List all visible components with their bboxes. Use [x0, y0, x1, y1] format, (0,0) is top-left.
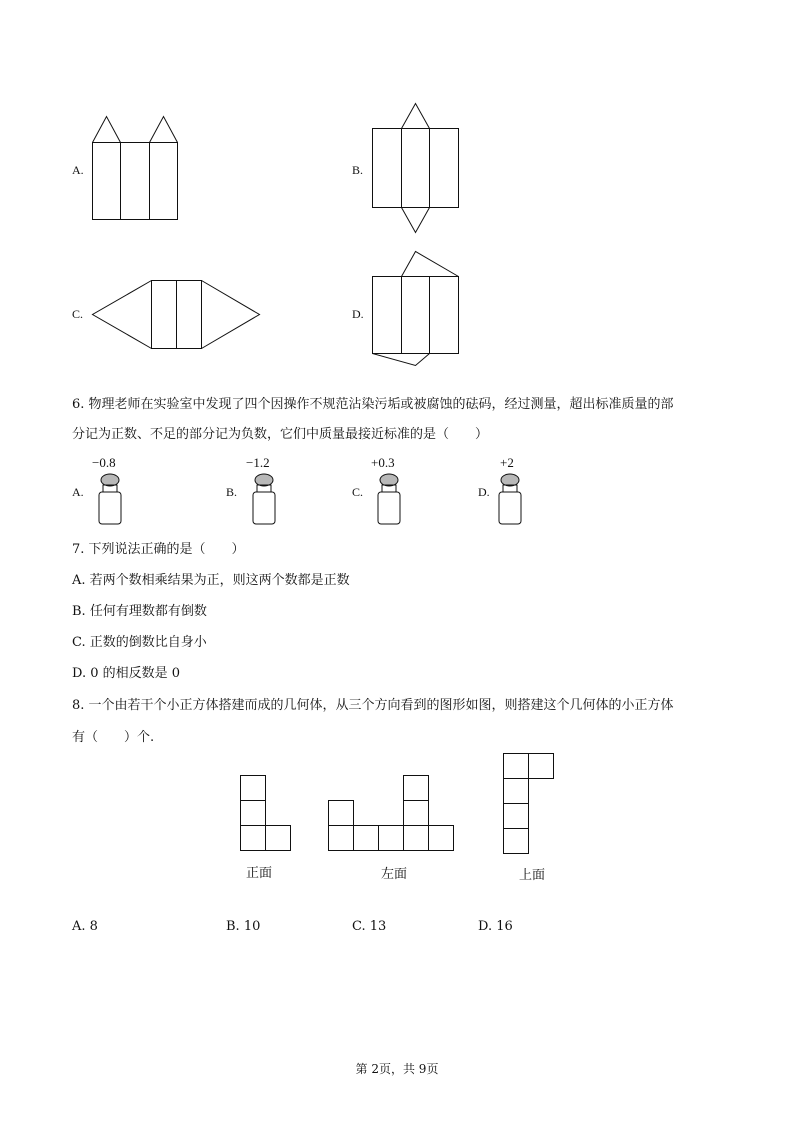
q8-top-view-figure [503, 753, 557, 857]
q6-option-a-label: A. [72, 485, 84, 499]
q7-option-b: B. 任何有理数都有倒数 [72, 604, 207, 619]
q5-option-c-figure [90, 279, 262, 351]
q8-option-c: C. 13 [352, 919, 387, 934]
q5-option-a-figure [92, 115, 182, 221]
q8-stem-line2: 有（ ）个. [72, 730, 155, 745]
q6-option-b-weight-icon [251, 472, 279, 528]
q6-stem-line2: 分记为正数、不足的部分记为负数，它们中质量最接近标准的是（ ） [72, 427, 489, 442]
q8-option-d: D. 16 [478, 919, 513, 934]
q6-option-c-weight-icon [376, 472, 404, 528]
q5-option-d-label: D. [352, 307, 364, 321]
page-footer: 第 2页，共 9页 [355, 1062, 439, 1076]
q6-option-d-value: +2 [500, 455, 514, 470]
q8-option-b: B. 10 [226, 919, 261, 934]
q8-front-view-figure [240, 775, 294, 853]
q6-stem-line1: 6. 物理老师在实验室中发现了四个因操作不规范沾染污垢或被腐蚀的砝码，经过测量，超出标准质量的部 [72, 397, 674, 412]
q6-option-d-label: D. [478, 485, 490, 499]
q8-front-view-label: 正面 [246, 866, 273, 881]
q6-option-a-value: −0.8 [92, 455, 116, 470]
q6-option-c-value: +0.3 [371, 455, 395, 470]
q6-option-c-label: C. [352, 485, 364, 499]
q6-option-b-label: B. [226, 485, 238, 499]
q7-stem: 7. 下列说法正确的是（ ） [72, 542, 245, 557]
q5-option-b-figure [371, 102, 463, 236]
q5-option-b-label: B. [352, 163, 364, 177]
q8-stem-line1: 8. 一个由若干个小正方体搭建而成的几何体，从三个方向看到的图形如图，则搭建这个几何体的小正方体 [72, 698, 674, 713]
q8-left-view-figure [328, 775, 456, 853]
q6-option-b-value: −1.2 [246, 455, 270, 470]
q5-option-d-figure [371, 250, 463, 368]
q7-option-a: A. 若两个数相乘结果为正，则这两个数都是正数 [72, 573, 350, 588]
q8-top-view-label: 上面 [519, 868, 546, 883]
q8-option-a: A. 8 [72, 919, 98, 934]
q5-option-a-label: A. [72, 163, 84, 177]
q7-option-c: C. 正数的倒数比自身小 [72, 635, 207, 650]
q8-left-view-label: 左面 [381, 867, 408, 882]
q6-option-a-weight-icon [97, 472, 125, 528]
q7-option-d: D. 0 的相反数是 0 [72, 666, 181, 681]
q5-option-c-label: C. [72, 307, 84, 321]
q6-option-d-weight-icon [497, 472, 525, 528]
